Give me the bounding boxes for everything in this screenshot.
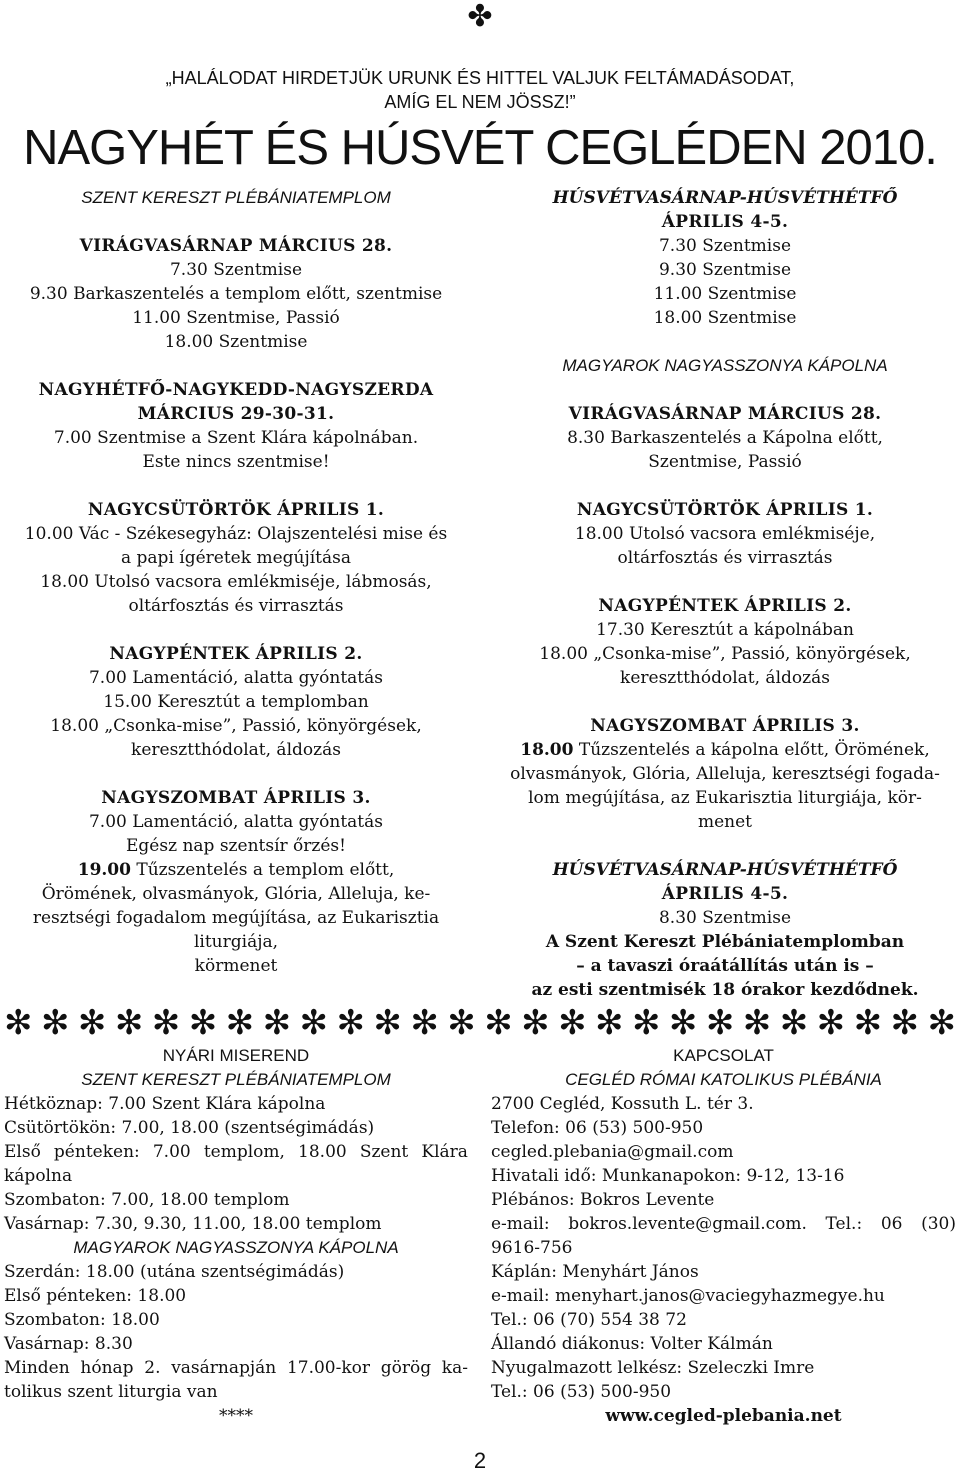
- chapel-name: MAGYAROK NAGYASSZONYA KÁPOLNA: [562, 356, 888, 375]
- star-icon: ✻: [299, 1003, 328, 1043]
- section-heading: ÁPRILIS 4-5.: [661, 212, 789, 232]
- star-icon: ✻: [447, 1003, 476, 1043]
- vigil-line: [490, 738, 960, 762]
- motto-line-2: AMÍG EL NEM JÖSSZ!”: [384, 92, 576, 112]
- star-icon: ✻: [262, 1003, 292, 1043]
- star-icon: ✻: [484, 1003, 513, 1043]
- end-mark: ****: [219, 1406, 253, 1426]
- contact-line: Nyugalmazott lelkész: Szeleczki Imre: [491, 1358, 815, 1378]
- motto-line-1: „HALÁLODAT HIRDETJÜK URUNK ÉS HITTEL VALJUK FELTÁMADÁSODAT,: [165, 68, 795, 88]
- notice-line: az esti szentmisék 18 órakor kezdődnek.: [531, 980, 919, 1000]
- notice-line: A Szent Kereszt Plébániatemplomban: [545, 932, 905, 952]
- star-icon: ✻: [4, 1003, 33, 1043]
- church-name: SZENT KERESZT PLÉBÁNIATEMPLOM: [81, 188, 391, 207]
- star-icon: ✻: [853, 1003, 883, 1043]
- website-link[interactable]: www.cegled-plebania.net: [605, 1406, 842, 1426]
- schedule-line: 7.30 Szentmise: [169, 260, 303, 280]
- star-icon: ✻: [336, 1003, 365, 1043]
- star-divider: [4, 1004, 956, 1042]
- schedule-line: 11.00 Szentmise, Passió: [132, 308, 340, 328]
- contact-section: [491, 1044, 956, 1428]
- schedule-line: olvasmányok, Glória, Alleluja, keresztségi fogada-: [510, 764, 940, 784]
- schedule-line: 9.30 Szentmise: [658, 260, 792, 280]
- schedule-line: Egész nap szentsír őrzés!: [126, 836, 346, 856]
- contact-email[interactable]: cegled.plebania@gmail.com: [491, 1142, 734, 1162]
- schedule-line: Szentmise, Passió: [648, 452, 802, 472]
- summer-title: NYÁRI MISEREND: [162, 1046, 310, 1065]
- schedule-line: 8.30 Szentmise: [658, 908, 792, 928]
- schedule-line: 11.00 Szentmise: [653, 284, 797, 304]
- star-icon: ✻: [705, 1003, 735, 1043]
- contact-email[interactable]: e-mail: menyhart.janos@vaciegyhazmegye.hu: [491, 1286, 885, 1306]
- schedule-line: Vasárnap: 8.30: [4, 1334, 133, 1354]
- schedule-line: Minden hónap 2. vasárnapján 17.00-kor görög ka-: [4, 1358, 468, 1378]
- schedule-line: a papi ígéretek megújítása: [121, 548, 351, 568]
- schedule-line: lom megújítása, az Eukarisztia liturgiája, kör-: [528, 788, 922, 808]
- schedule-line: 18.00 Utolsó vacsora emlékmiséje, lábmosás,: [40, 572, 432, 592]
- star-icon: ✻: [816, 1003, 846, 1043]
- schedule-line: 7.00 Lamentáció, alatta gyóntatás: [88, 668, 383, 688]
- star-icon: ✻: [114, 1003, 144, 1043]
- schedule-line: oltárfosztás és virrasztás: [617, 548, 833, 568]
- schedule-line: Első pénteken: 7.00 templom, 18.00 Szent Klára: [4, 1142, 468, 1162]
- star-icon: ✻: [742, 1003, 772, 1043]
- page-number: 2: [473, 1448, 487, 1473]
- section-heading: NAGYCSÜTÖRTÖK ÁPRILIS 1.: [576, 500, 874, 520]
- schedule-line: tolikus szent liturgia van: [4, 1382, 218, 1402]
- section-heading: NAGYSZOMBAT ÁPRILIS 3.: [590, 716, 860, 736]
- schedule-line: liturgiája,: [193, 932, 279, 952]
- contact-line: Állandó diákonus: Volter Kálmán: [491, 1334, 773, 1354]
- star-icon: ✻: [890, 1003, 919, 1043]
- schedule-line: Vasárnap: 7.30, 9.30, 11.00, 18.00 templom: [4, 1214, 382, 1234]
- section-heading: NAGYPÉNTEK ÁPRILIS 2.: [598, 596, 852, 616]
- left-column: [0, 186, 472, 978]
- star-icon: ✻: [225, 1003, 255, 1043]
- contact-address: 2700 Cegléd, Kossuth L. tér 3.: [491, 1094, 754, 1114]
- star-icon: ✻: [631, 1003, 661, 1043]
- star-icon: ✻: [40, 1003, 70, 1043]
- vigil-time: 18.00: [520, 740, 574, 760]
- section-heading: ÁPRILIS 4-5.: [661, 884, 789, 904]
- vigil-text: Tűzszentelés a templom előtt,: [130, 860, 395, 880]
- schedule-line: 8.30 Barkaszentelés a Kápolna előtt,: [567, 428, 883, 448]
- schedule-line: 7.00 Szentmise a Szent Klára kápolnában.: [53, 428, 419, 448]
- star-icon: ✻: [188, 1003, 218, 1043]
- section-heading: NAGYSZOMBAT ÁPRILIS 3.: [101, 788, 371, 808]
- schedule-line: 18.00 Szentmise: [164, 332, 308, 352]
- schedule-line: 7.00 Lamentáció, alatta gyóntatás: [88, 812, 383, 832]
- schedule-line: 18.00 Utolsó vacsora emlékmiséje,: [574, 524, 876, 544]
- office-hours: Hivatali idő: Munkanapokon: 9-12, 13-16: [491, 1166, 845, 1186]
- star-icon: ✻: [77, 1003, 107, 1043]
- schedule-line: 18.00 „Csonka-mise”, Passió, könyörgések,: [539, 644, 911, 664]
- schedule-line: kápolna: [4, 1166, 73, 1186]
- schedule-line: körmenet: [194, 956, 278, 976]
- schedule-line: 10.00 Vác - Székesegyház: Olajszentelési mise és: [24, 524, 448, 544]
- right-column: [490, 186, 960, 1002]
- chapel-name: MAGYAROK NAGYASSZONYA KÁPOLNA: [73, 1238, 399, 1257]
- parish-name: CEGLÉD RÓMAI KATOLIKUS PLÉBÁNIA: [565, 1070, 882, 1089]
- section-heading: HÚSVÉTVASÁRNAP-HÚSVÉTHÉTFŐ: [552, 860, 898, 880]
- schedule-line: 18.00 Szentmise: [653, 308, 797, 328]
- contact-line: Káplán: Menyhárt János: [491, 1262, 699, 1282]
- schedule-line: Csütörtökön: 7.00, 18.00 (szentségimádás): [4, 1118, 375, 1138]
- section-heading: NAGYPÉNTEK ÁPRILIS 2.: [109, 644, 363, 664]
- star-icon: ✻: [779, 1003, 809, 1043]
- vigil-time: 19.00: [77, 860, 131, 880]
- star-icon: ✻: [151, 1003, 181, 1043]
- schedule-line: keresztthódolat, áldozás: [131, 740, 341, 760]
- schedule-line: 15.00 Keresztút a templomban: [103, 692, 369, 712]
- star-icon: ✻: [595, 1003, 624, 1043]
- section-heading: NAGYHÉTFŐ-NAGYKEDD-NAGYSZERDA: [38, 380, 434, 400]
- page-title: NAGYHÉT ÉS HÚSVÉT CEGLÉDEN 2010.: [23, 121, 937, 175]
- schedule-line: Szombaton: 18.00: [4, 1310, 160, 1330]
- contact-line: Tel.: 06 (70) 554 38 72: [491, 1310, 687, 1330]
- vigil-line: [0, 858, 472, 882]
- section-heading: VIRÁGVASÁRNAP MÁRCIUS 28.: [568, 404, 882, 424]
- schedule-line: Hétköznap: 7.00 Szent Klára kápolna: [4, 1094, 326, 1114]
- schedule-line: Első pénteken: 18.00: [4, 1286, 187, 1306]
- section-heading: HÚSVÉTVASÁRNAP-HÚSVÉTHÉTFŐ: [552, 188, 898, 208]
- schedule-line: menet: [697, 812, 753, 832]
- schedule-line: Este nincs szentmise!: [142, 452, 330, 472]
- schedule-line: 9.30 Barkaszentelés a templom előtt, szentmise: [29, 284, 443, 304]
- star-icon: ✻: [373, 1003, 402, 1043]
- schedule-line: oltárfosztás és virrasztás: [128, 596, 344, 616]
- contact-line: 9616-756: [491, 1238, 573, 1258]
- section-heading: VIRÁGVASÁRNAP MÁRCIUS 28.: [79, 236, 393, 256]
- schedule-line: 17.30 Keresztút a kápolnában: [596, 620, 854, 640]
- star-icon: ✻: [558, 1003, 587, 1043]
- star-icon: ✻: [410, 1003, 439, 1043]
- vigil-text: Tűzszentelés a kápolna előtt, Örömének,: [573, 740, 930, 760]
- parish-priest: Plébános: Bokros Levente: [491, 1190, 715, 1210]
- church-name: SZENT KERESZT PLÉBÁNIATEMPLOM: [81, 1070, 391, 1089]
- schedule-line: keresztthódolat, áldozás: [620, 668, 830, 688]
- contact-line: Tel.: 06 (53) 500-950: [491, 1382, 672, 1402]
- star-icon: ✻: [521, 1003, 550, 1043]
- star-icon: ✻: [668, 1003, 698, 1043]
- star-icon: ✻: [927, 1003, 956, 1043]
- priest-contact: e-mail: bokros.levente@gmail.com. Tel.: 06 (30): [491, 1214, 956, 1234]
- notice-line: – a tavaszi óraátállítás után is –: [576, 956, 874, 976]
- schedule-line: Szerdán: 18.00 (utána szentségimádás): [4, 1262, 345, 1282]
- schedule-line: Örömének, olvasmányok, Glória, Alleluja, ke-: [41, 884, 431, 904]
- summer-schedule: [4, 1044, 468, 1428]
- schedule-line: Szombaton: 7.00, 18.00 templom: [4, 1190, 290, 1210]
- schedule-line: resztségi fogadalom megújítása, az Eukarisztia: [32, 908, 440, 928]
- contact-title: KAPCSOLAT: [673, 1046, 774, 1065]
- section-heading: NAGYCSÜTÖRTÖK ÁPRILIS 1.: [87, 500, 385, 520]
- contact-phone: Telefon: 06 (53) 500-950: [491, 1118, 704, 1138]
- schedule-line: 7.30 Szentmise: [658, 236, 792, 256]
- section-heading: MÁRCIUS 29-30-31.: [137, 404, 335, 424]
- schedule-line: 18.00 „Csonka-mise”, Passió, könyörgések,: [50, 716, 422, 736]
- ornament-icon: ✤: [467, 0, 493, 34]
